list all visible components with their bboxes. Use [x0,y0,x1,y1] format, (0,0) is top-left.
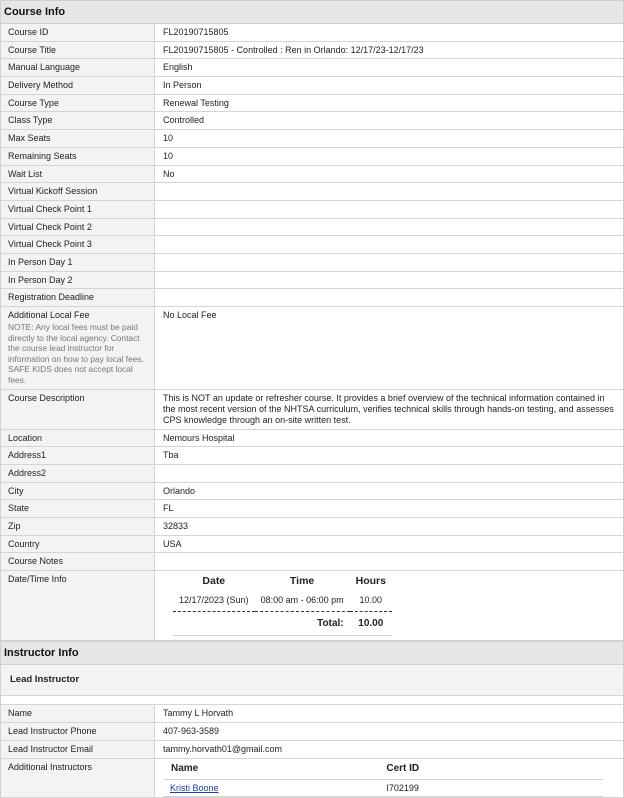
country-row [1,535,623,553]
row-value: English [155,59,624,77]
registration-deadline-row [1,289,623,307]
city-row [1,482,623,500]
session-hours: 10.00 [350,593,392,611]
course-id-row [1,24,623,41]
row-value: No [155,165,624,183]
row-value: 10 [155,130,624,148]
row-label: Virtual Check Point 3 [1,236,155,254]
class-type-row [1,112,623,130]
row-value: 407-963-3589 [155,723,624,741]
row-value: Tammy L Horvath [155,705,624,722]
max-seats-row [1,130,623,148]
instructor-email-row [1,740,623,758]
row-label: Max Seats [1,130,155,148]
datetime-table [173,576,392,636]
row-label: Remaining Seats [1,147,155,165]
row-label: Virtual Check Point 1 [1,200,155,218]
name-column-header: Name [163,759,326,780]
row-value: FL20190715805 - Controlled : Ren in Orlando: 12/17/23-12/17/23 [155,41,624,59]
row-value: USA [155,535,624,553]
row-label: Course Title [1,41,155,59]
datetime-cell [155,571,624,641]
row-value: No Local Fee [155,307,624,390]
course-info-header: Course Info [1,0,623,24]
address2-row [1,464,623,482]
state-row [1,500,623,518]
row-label: Date/Time Info [1,571,155,641]
total-row [173,611,392,636]
instructor-row [163,779,603,797]
additional-instructors-row [1,758,623,798]
session-date: 12/17/2023 (Sun) [173,593,255,611]
row-value [155,218,624,236]
row-value: 10 [155,147,624,165]
course-description-row [1,389,623,429]
row-value [155,253,624,271]
row-label: Virtual Kickoff Session [1,183,155,201]
in-person-day-1-row [1,253,623,271]
delivery-method-row [1,77,623,95]
virtual-checkpoint-2-row [1,218,623,236]
row-label: Course Type [1,94,155,112]
row-label: State [1,500,155,518]
row-label: Additional Instructors [1,758,155,798]
row-value: Nemours Hospital [155,429,624,447]
total-label: Total: [255,611,350,636]
datetime-entry-row [173,593,392,611]
row-value: Renewal Testing [155,94,624,112]
row-label: Address1 [1,447,155,465]
local-fee-note: NOTE: Any local fees must be paid directly to the local agency. Contact the course lead instructor for information on how to pay local fees. SAFE KIDS does not accept local fees. [8,322,144,385]
local-fee-label-cell [1,307,155,390]
row-value: 32833 [155,518,624,536]
location-row [1,429,623,447]
row-label: Lead Instructor Email [1,740,155,758]
row-label: Country [1,535,155,553]
cert-id-column-header: Cert ID [326,759,603,780]
course-type-row [1,94,623,112]
zip-row [1,518,623,536]
row-value [155,464,624,482]
row-label: Lead Instructor Phone [1,723,155,741]
virtual-kickoff-row [1,183,623,201]
row-label: Additional Local Fee [8,310,90,320]
row-label: Virtual Check Point 2 [1,218,155,236]
row-label: Name [1,705,155,722]
row-label: Location [1,429,155,447]
row-value [155,200,624,218]
course-notes-row [1,553,623,571]
row-value: Tba [155,447,624,465]
row-label: In Person Day 1 [1,253,155,271]
additional-instructors-cell [155,758,624,798]
manual-language-row [1,59,623,77]
row-label: Course Notes [1,553,155,571]
row-label: In Person Day 2 [1,271,155,289]
row-value: FL [155,500,624,518]
row-value [155,553,624,571]
row-value: FL20190715805 [155,24,624,41]
row-label: Address2 [1,464,155,482]
spacer [1,696,623,705]
course-description-text: This is NOT an update or refresher course. It provides a brief overview of the technical information contained in the most recent version of the NHTSA curriculum, verifies technical skills through hands-on testing, and assesses CPS knowledge through an on-site written test. [155,389,624,429]
additional-instructors-table [163,759,603,798]
row-value [155,236,624,254]
instructor-name-row [1,705,623,722]
local-fee-row [1,307,623,390]
virtual-checkpoint-1-row [1,200,623,218]
row-value [155,289,624,307]
row-label: City [1,482,155,500]
datetime-row [1,571,623,641]
row-value: tammy.horvath01@gmail.com [155,740,624,758]
lead-instructor-subheader: Lead Instructor [1,665,623,696]
instructor-phone-row [1,723,623,741]
wait-list-row [1,165,623,183]
row-label: Manual Language [1,59,155,77]
total-hours: 10.00 [350,611,392,636]
row-label: Course Description [1,389,155,429]
instructor-name-link[interactable]: Kristi Boone [170,782,219,793]
course-title-row [1,41,623,59]
row-label: Registration Deadline [1,289,155,307]
in-person-day-2-row [1,271,623,289]
row-value: In Person [155,77,624,95]
instructor-info-header: Instructor Info [1,641,623,665]
hours-column-header: Hours [355,575,386,588]
row-label: Zip [1,518,155,536]
row-label: Delivery Method [1,77,155,95]
row-label: Class Type [1,112,155,130]
date-column-header: Date [202,575,226,588]
instructor-cert-id: I702199 [326,779,603,797]
remaining-seats-row [1,147,623,165]
row-value: Orlando [155,482,624,500]
address1-row [1,447,623,465]
course-info-table [1,24,623,641]
session-time: 08:00 am - 06:00 pm [255,593,350,611]
row-label: Course ID [1,24,155,41]
row-label: Wait List [1,165,155,183]
row-value [155,183,624,201]
time-column-header: Time [289,575,315,588]
row-value: Controlled [155,112,624,130]
row-value [155,271,624,289]
virtual-checkpoint-3-row [1,236,623,254]
instructor-info-table [1,705,623,798]
